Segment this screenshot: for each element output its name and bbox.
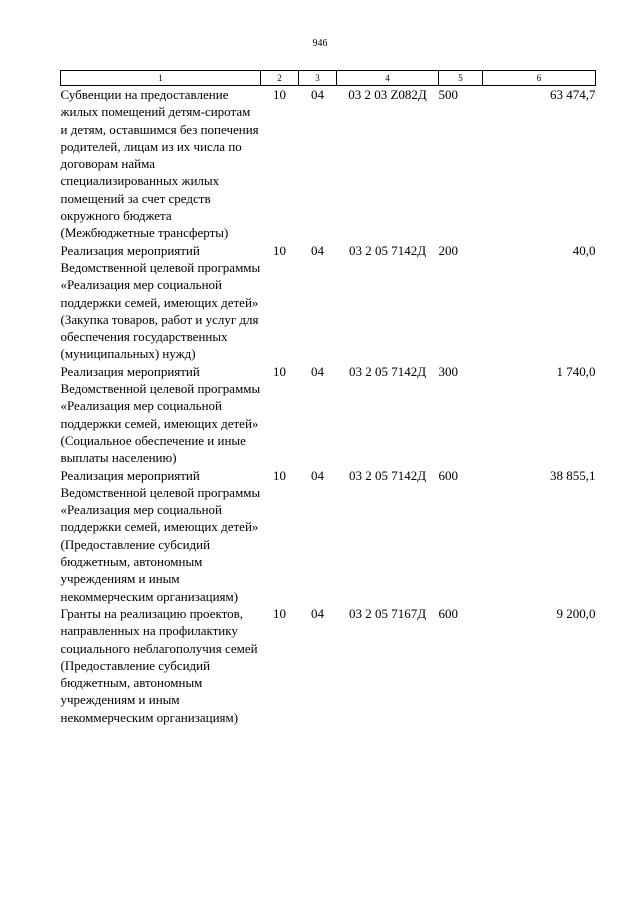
column-header-section: 2 xyxy=(261,71,299,86)
row-section: 10 xyxy=(273,242,286,258)
table-row xyxy=(61,86,596,242)
row-subsection: 04 xyxy=(311,87,324,102)
row-section: 10 xyxy=(273,605,286,621)
row-expense-type: 500 xyxy=(438,87,458,102)
row-amount: 9 200,0 xyxy=(556,605,596,621)
row-section: 10 xyxy=(273,87,286,102)
table-row xyxy=(61,242,596,363)
row-name: Реализация мероприятий Ведомственной целевой программы «Реализация мер социальной поддержки семей, имеющих детей» (Закупка товаров, работ и услуг для обеспечения государственных (муниципальных) нужд) xyxy=(60,242,261,362)
row-target-article: 03 2 03 Z082Д xyxy=(348,87,427,102)
row-amount: 1 740,0 xyxy=(556,363,596,379)
row-name: Гранты на реализацию проектов, направленных на профилактику социального неблагополучия семей (Предоставление субсидий бюджетным, автономным учреждениям и иным некоммерческим организациям) xyxy=(60,605,258,725)
row-target-article: 03 2 05 7142Д xyxy=(348,467,427,483)
column-header-name: 1 xyxy=(61,71,261,86)
row-target-article: 03 2 05 7142Д xyxy=(348,363,427,379)
header-row xyxy=(61,71,596,86)
table-row xyxy=(61,605,596,726)
budget-table xyxy=(60,70,596,726)
column-header-target-article: 4 xyxy=(337,71,439,86)
table-row xyxy=(61,467,596,605)
row-target-article: 03 2 05 7167Д xyxy=(348,605,427,621)
row-expense-type: 600 xyxy=(438,467,458,483)
row-subsection: 04 xyxy=(311,467,324,483)
row-name: Реализация мероприятий Ведомственной целевой программы «Реализация мер социальной поддержки семей, имеющих детей» (Социальное обеспечение и иные выплаты населению) xyxy=(60,363,261,466)
row-name: Реализация мероприятий Ведомственной целевой программы «Реализация мер социальной поддержки семей, имеющих детей» (Предоставление субсидий бюджетным, автономным учреждениям и иным некоммерческим организациям) xyxy=(60,467,261,604)
row-subsection: 04 xyxy=(311,605,324,621)
row-expense-type: 300 xyxy=(438,363,458,379)
row-target-article: 03 2 05 7142Д xyxy=(348,242,427,258)
row-expense-type: 600 xyxy=(438,605,458,621)
row-subsection: 04 xyxy=(311,242,324,258)
row-subsection: 04 xyxy=(311,363,324,379)
table-row xyxy=(61,363,596,467)
row-amount: 38 855,1 xyxy=(550,467,596,483)
table-header xyxy=(61,71,596,86)
table-body xyxy=(61,86,596,726)
row-section: 10 xyxy=(273,363,286,379)
row-amount: 40,0 xyxy=(572,242,596,258)
row-expense-type: 200 xyxy=(438,242,458,258)
column-header-amount: 6 xyxy=(483,71,596,86)
column-header-expense-type: 5 xyxy=(439,71,483,86)
page-number: 946 xyxy=(312,38,328,49)
row-amount: 63 474,7 xyxy=(550,87,596,102)
row-name: Субвенции на предоставление жилых помещений детям-сиротам и детям, оставшимся без попечения родителей, лицам из их числа по договорам найма специализированных жилых помещений за счет средств окружного бюджета (Межбюджетные трансферты) xyxy=(60,87,259,241)
column-header-subsection: 3 xyxy=(299,71,337,86)
row-section: 10 xyxy=(273,467,286,483)
